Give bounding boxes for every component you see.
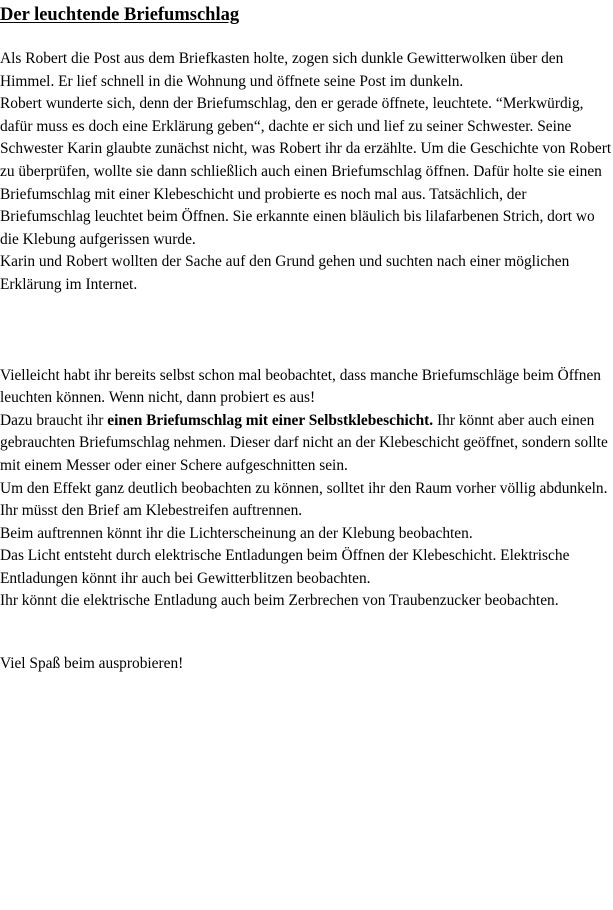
story-paragraph-2: Robert wunderte sich, denn der Briefumschlag, den er gerade öffnete, leuchtete. “Merkwürdig, dafür muss es doch eine Erklärung geben“, dachte er sich und lief zu seiner Schwester. Seine Schwester Karin glaubte zunächst nicht, was Robert ihr da erzählte. Um die Geschichte von Robert zu überprüfen, wollte sie dann schließlich auch einen Briefumschlag öffnen. Dafür holte sie einen Briefumschlag mit einer Klebeschicht und probierte es noch mal aus. Tatsächlich, der Briefumschlag leuchtet beim Öffnen. Sie erkannte einen bläulich bis lilafarbenen Strich, dort wo die Klebung aufgerissen wurde. <box>0 95 612 248</box>
instructions-step-2: Beim auftrennen könnt ihr die Lichterscheinung an der Klebung beobachten. <box>0 524 473 542</box>
instructions-materials <box>0 410 613 478</box>
materials-suffix: Ihr könnt aber auch einen gebrauchten Briefumschlag nehmen. Dieser darf nicht an der Klebeschicht geöffnet, sondern sollte mit einem Messer oder einer Schere aufgeschnitten sein. <box>0 411 608 474</box>
document-title: Der leuchtende Briefumschlag <box>0 5 240 25</box>
materials-highlight: einen Briefumschlag mit einer Selbstklebeschicht. <box>107 411 434 429</box>
instructions-step-1: Um den Effekt ganz deutlich beobachten zu können, solltet ihr den Raum vorher völlig abdunkeln. Ihr müsst den Brief am Klebestreifen auftrennen. <box>0 479 608 520</box>
instructions-step-4: Ihr könnt die elektrische Entladung auch beim Zerbrechen von Traubenzucker beobachten. <box>0 592 559 610</box>
closing-line: Viel Spaß beim ausprobieren! <box>0 655 184 673</box>
spacer <box>0 297 613 365</box>
materials-prefix: Dazu braucht ihr <box>0 411 108 429</box>
story-paragraph-3: Karin und Robert wollten der Sache auf den Grund gehen und suchten nach einer möglichen Erklärung im Internet. <box>0 253 570 293</box>
spacer <box>0 613 613 653</box>
story-paragraph-1: Als Robert die Post aus dem Briefkasten holte, zogen sich dunkle Gewitterwolken über den Himmel. Er lief schnell in die Wohnung und öffnete seine Post im dunkeln. <box>0 50 564 90</box>
instructions-step-3: Das Licht entsteht durch elektrische Entladungen beim Öffnen der Klebeschicht. Elektrische Entladungen könnt ihr auch bei Gewitterblitzen beobachten. <box>0 547 570 587</box>
spacer <box>0 28 613 48</box>
instructions-intro: Vielleicht habt ihr bereits selbst schon mal beobachtet, dass manche Briefumschläge beim Öffnen leuchten können. Wenn nicht, dann probiert es aus! <box>0 366 601 407</box>
